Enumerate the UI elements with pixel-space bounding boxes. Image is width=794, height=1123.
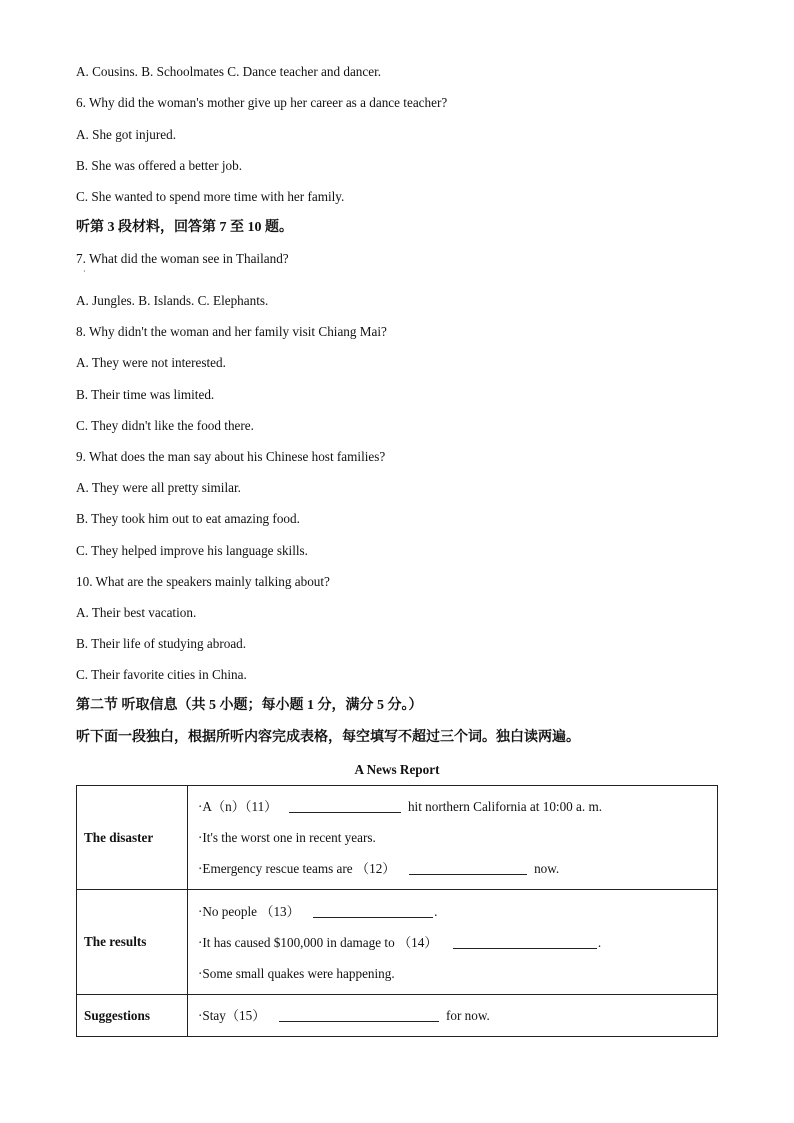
q10-question: 10. What are the speakers mainly talking about? (76, 574, 330, 589)
item-12-text: ·Emergency rescue teams are （12） (198, 861, 396, 876)
row-content-results (188, 890, 718, 995)
table-title: A News Report (354, 762, 440, 777)
q8-option-b: B. Their time was limited. (76, 387, 215, 402)
item-11 (198, 791, 707, 822)
item-14 (198, 927, 707, 958)
item-11-after: hit northern California at 10:00 a. m. (407, 799, 603, 814)
q9-option-b: B. They took him out to eat amazing food. (76, 511, 300, 526)
item-15 (198, 1000, 707, 1031)
item-13-after: . (434, 903, 438, 919)
item-13 (198, 896, 707, 927)
q8-question: 8. Why didn't the woman and her family visit Chiang Mai? (76, 324, 387, 339)
item-15-after: for now. (446, 1008, 490, 1023)
news-report-table (76, 785, 718, 1037)
item-quakes (198, 958, 707, 989)
q7-options: A. Jungles. B. Islands. C. Elephants. (76, 293, 269, 308)
row-content-disaster (188, 786, 718, 890)
row-label-disaster: The disaster (77, 786, 188, 890)
q10-option-b: B. Their life of studying abroad. (76, 636, 247, 651)
item-15-text: ·Stay（15） (198, 1008, 266, 1023)
table-row (77, 890, 718, 995)
item-worst-text: ·It's the worst one in recent years. (198, 830, 376, 845)
item-13-text: ·No people （13） (198, 903, 300, 919)
answer-blank-12[interactable] (409, 862, 527, 875)
answer-blank-11[interactable] (289, 800, 401, 813)
q8-option-a: A. They were not interested. (76, 355, 226, 370)
answer-blank-13[interactable] (313, 905, 433, 918)
item-12-after: now. (534, 861, 560, 876)
q6-question: 6. Why did the woman's mother give up her career as a dance teacher? (76, 95, 448, 110)
q9-option-c: C. They helped improve his language skills. (76, 543, 308, 558)
q5-options: A. Cousins. B. Schoolmates C. Dance teacher and dancer. (76, 64, 382, 79)
item-14-after: . (597, 934, 602, 950)
table-row (77, 786, 718, 890)
section-2-heading: 第二节 听取信息（共 5 小题；每小题 1 分，满分 5 分。） (76, 698, 423, 713)
item-11-text: ·A（n）（11） (198, 799, 278, 814)
item-14-text: ·It has caused $100,000 in damage to （14） (198, 934, 438, 950)
answer-blank-14[interactable] (453, 936, 597, 949)
row-label-suggestions: Suggestions (77, 995, 188, 1037)
q7-question: 7. What did the woman see in Thailand? (76, 251, 289, 266)
item-worst (198, 822, 707, 853)
table-row (77, 995, 718, 1037)
q6-option-a: A. She got injured. (76, 127, 176, 142)
answer-blank-15[interactable] (279, 1009, 439, 1022)
stray-dot-mark: · (83, 267, 86, 276)
row-content-suggestions (188, 995, 718, 1037)
monologue-instructions: 听下面一段独白，根据所听内容完成表格，每空填写不超过三个词。独白读两遍。 (76, 730, 580, 745)
q6-option-b: B. She was offered a better job. (76, 158, 243, 173)
q6-option-c: C. She wanted to spend more time with her family. (76, 189, 345, 204)
q9-option-a: A. They were all pretty similar. (76, 480, 241, 495)
item-quakes-text: ·Some small quakes were happening. (198, 965, 395, 981)
item-12 (198, 853, 707, 884)
q8-option-c: C. They didn't like the food there. (76, 418, 254, 433)
q10-option-a: A. Their best vacation. (76, 605, 197, 620)
q9-question: 9. What does the man say about his Chinese host families? (76, 449, 386, 464)
row-label-results: The results (77, 890, 188, 995)
q10-option-c: C. Their favorite cities in China. (76, 667, 247, 682)
section-3-heading: 听第 3 段材料，回答第 7 至 10 题。 (76, 220, 293, 235)
